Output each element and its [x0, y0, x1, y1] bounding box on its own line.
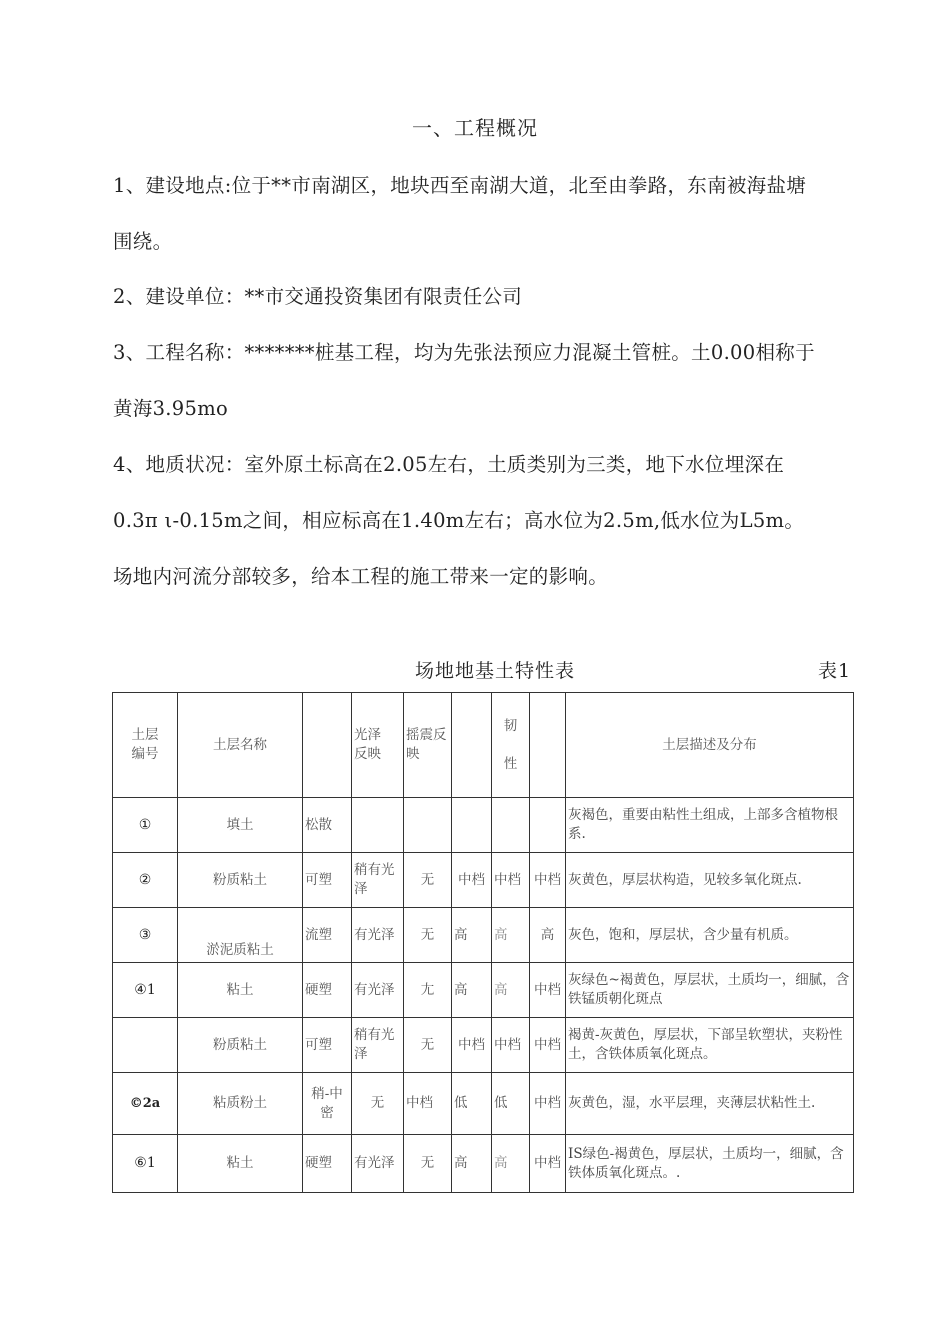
- cell-name: 粉质粘土: [178, 853, 303, 908]
- cell-dry: 高: [452, 963, 492, 1018]
- cell-name: 粘土: [178, 963, 303, 1018]
- cell-description: 褐黄-灰黄色，厚层状，下部呈软塑状，夹粉性土，含铁体质氧化斑点。: [566, 1018, 854, 1073]
- cell-description: 灰绿色~褐黄色，厚层状，土质均一，细腻，含铁锰质朝化斑点: [566, 963, 854, 1018]
- cell-dry: 高: [452, 908, 492, 963]
- paragraph-location-cont: 围绕。: [113, 230, 173, 253]
- cell-comp: 中档: [530, 853, 566, 908]
- cell-dry: 低: [452, 1073, 492, 1135]
- cell-code: ⑥1: [113, 1135, 178, 1193]
- header-shake: 摇震反 映: [404, 693, 452, 798]
- header-toughness: 韧 性: [492, 693, 530, 798]
- table-row: [113, 908, 854, 963]
- cell-shake: 尢: [404, 963, 452, 1018]
- table-row: [113, 1135, 854, 1193]
- cell-tough: [492, 798, 530, 853]
- paragraph-geology: 4、地质状况：室外原土标高在2.05左右，土质类别为三类，地下水位埋深在: [113, 453, 785, 476]
- header-luster: 光泽 反映: [352, 693, 404, 798]
- cell-shake: 无: [404, 1135, 452, 1193]
- cell-code: [113, 1018, 178, 1073]
- table-number: 表1: [818, 660, 852, 682]
- cell-tough: 低: [492, 1073, 530, 1135]
- cell-comp: [530, 798, 566, 853]
- paragraph-project-name-cont: 黄海3.95mo: [113, 397, 229, 420]
- table-row: [113, 963, 854, 1018]
- cell-luster: [352, 798, 404, 853]
- cell-name: 淤泥质粘土: [178, 908, 303, 963]
- cell-dry: 中档: [452, 853, 492, 908]
- header-code: 土层 编号: [113, 693, 178, 798]
- cell-code: ③: [113, 908, 178, 963]
- cell-luster: 有光泽: [352, 1135, 404, 1193]
- cell-luster: 有光泽: [352, 963, 404, 1018]
- cell-state: 可塑: [303, 1018, 352, 1073]
- section-title: 一、工程概况: [412, 116, 538, 140]
- cell-comp: 中档: [530, 963, 566, 1018]
- soil-properties-table: [112, 692, 854, 1193]
- table-row: [113, 1018, 854, 1073]
- table-row: [113, 853, 854, 908]
- cell-luster: 稍有光泽: [352, 853, 404, 908]
- header-description: 土层描述及分布: [566, 693, 854, 798]
- paragraph-geology-end: 场地内河流分部较多，给本工程的施工带来一定的影响。: [113, 565, 609, 588]
- paragraph-location: 1、建设地点:位于**市南湖区，地块西至南湖大道，北至由拳路，东南被海盐塘: [113, 174, 807, 197]
- cell-comp: 中档: [530, 1135, 566, 1193]
- cell-description: IS绿色-褐黄色，厚层状，土质均一，细腻，含铁体质氧化斑点。.: [566, 1135, 854, 1193]
- table-row: [113, 1073, 854, 1135]
- header-name: 土层名称: [178, 693, 303, 798]
- table-header-row: [113, 693, 854, 798]
- cell-description: 灰黄色，厚层状构造，见较多氧化斑点.: [566, 853, 854, 908]
- cell-shake: [404, 798, 452, 853]
- cell-tough: 高: [492, 963, 530, 1018]
- cell-tough: 中档: [492, 1018, 530, 1073]
- cell-state: 硬塑: [303, 963, 352, 1018]
- cell-state: 硬塑: [303, 1135, 352, 1193]
- cell-state: 可塑: [303, 853, 352, 908]
- cell-dry: 中档: [452, 1018, 492, 1073]
- cell-tough: 高: [492, 1135, 530, 1193]
- header-state: [303, 693, 352, 798]
- cell-state: 流塑: [303, 908, 352, 963]
- cell-comp: 中档: [530, 1018, 566, 1073]
- cell-code: ②: [113, 853, 178, 908]
- cell-name: 粘质粉土: [178, 1073, 303, 1135]
- paragraph-project-name: 3、工程名称：*******桩基工程，均为先张法预应力混凝土管桩。土0.00相称于: [113, 341, 815, 364]
- cell-comp: 高: [530, 908, 566, 963]
- table-caption: 场地地基土特性表: [414, 660, 575, 682]
- cell-code: ④1: [113, 963, 178, 1018]
- cell-dry: 高: [452, 1135, 492, 1193]
- cell-tough: 中档: [492, 853, 530, 908]
- cell-description: 灰褐色，重要由粘性土组成，上部多含植物根系.: [566, 798, 854, 853]
- header-compress: [530, 693, 566, 798]
- header-dry-strength: [452, 693, 492, 798]
- cell-description: 灰黄色，湿，水平层理，夹薄层状粘性土.: [566, 1073, 854, 1135]
- cell-code: ①: [113, 798, 178, 853]
- paragraph-owner: 2、建设单位：**市交通投资集团有限责任公司: [113, 285, 523, 308]
- cell-luster: 无: [352, 1073, 404, 1135]
- cell-name: 粉质粘土: [178, 1018, 303, 1073]
- cell-luster: 稍有光泽: [352, 1018, 404, 1073]
- cell-description: 灰色，饱和，厚层状，含少量有机质。: [566, 908, 854, 963]
- table-row: [113, 798, 854, 853]
- cell-shake: 无: [404, 1018, 452, 1073]
- cell-shake: 中档: [404, 1073, 452, 1135]
- cell-shake: 无: [404, 908, 452, 963]
- cell-comp: 中档: [530, 1073, 566, 1135]
- paragraph-geology-cont: 0.3π ι-0.15m之间，相应标高在1.40m左右；高水位为2.5m,低水位为L5m。: [113, 509, 805, 532]
- cell-code: ©2a: [113, 1073, 178, 1135]
- cell-luster: 有光泽: [352, 908, 404, 963]
- cell-name: 填土: [178, 798, 303, 853]
- cell-tough: 高: [492, 908, 530, 963]
- cell-state: 松散: [303, 798, 352, 853]
- cell-state: 稍-中 密: [303, 1073, 352, 1135]
- cell-dry: [452, 798, 492, 853]
- cell-name: 粘土: [178, 1135, 303, 1193]
- cell-shake: 无: [404, 853, 452, 908]
